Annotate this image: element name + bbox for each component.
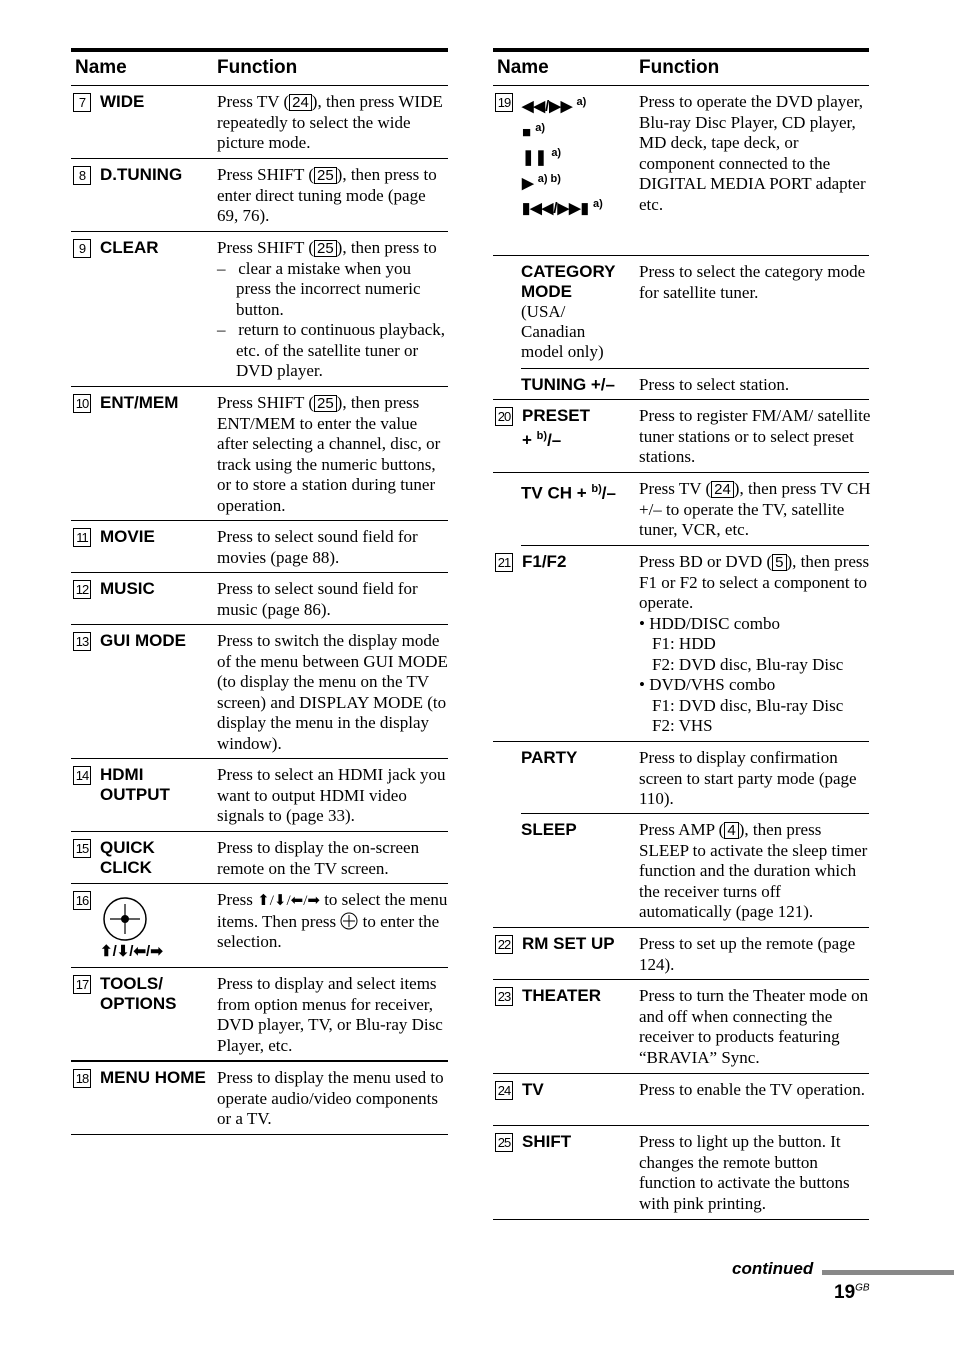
item-number: 12 (73, 580, 91, 599)
table-row-category-mode (521, 256, 869, 369)
table-row-rm-set-up (493, 928, 869, 980)
table-row-tv (493, 1074, 869, 1126)
item-name: TOOLS/ OPTIONS (100, 974, 177, 1013)
table-row-quick-click (71, 832, 448, 884)
item-function: Press to select an HDMI jack you want to output HDMI video signals to (page 33). (217, 765, 446, 825)
page-number: $19^{GB}$ (834, 1282, 870, 1303)
item-name: D.TUNING (100, 165, 183, 184)
item-function: Press to display the on-screen remote on the TV screen. (217, 838, 420, 878)
item-name: SLEEP (521, 820, 577, 839)
item-number: 13 (73, 632, 91, 651)
item-function: Press to enable the TV operation. (639, 1080, 865, 1099)
item-number: 22 (495, 935, 513, 954)
function-column-header: Function (639, 57, 720, 78)
item-name: MOVIE (100, 527, 155, 546)
item-number: 15 (73, 839, 91, 858)
item-name: HDMI OUTPUT (100, 765, 170, 804)
item-number: 24 (495, 1081, 513, 1100)
item-name: MENU HOME (100, 1068, 206, 1087)
item-number: 8 (73, 166, 91, 185)
table-row-party (521, 742, 869, 814)
item-number: 25 (495, 1133, 513, 1152)
item-number: 17 (73, 975, 91, 994)
table-row-f1f2 (493, 546, 869, 742)
item-number: 11 (73, 528, 91, 547)
item-function: Press to display confirmation screen to start party mode (page 110). (639, 748, 857, 808)
table-row-hdmi-output (71, 759, 448, 832)
item-function: Press to display and select items from option menus for receiver, DVD player, TV, or Blu-ray Disc Player, etc. (217, 974, 443, 1055)
item-function: Press AMP ( 4 ), then press SLEEP to activate the sleep timer function and the duration which the receiver turns off automatically (page 121). (639, 820, 868, 921)
item-number: 16 (73, 891, 91, 910)
enter-icon (340, 912, 358, 930)
arrow-icons: ⬆/⬇/⬅/➡ (257, 893, 320, 909)
item-function: Press to set up the remote (page 124). (639, 934, 856, 974)
item-name: TV CH + $^{b)}$/– (521, 483, 616, 503)
transport-buttons-label: ◀◀/▶▶ $^{a)}$ ■ $^{a)}$ ❚❚ $^{a)}$ ▶ $^{a) b)}$ ▮◀◀/▶▶▮ $^{a)}$ (522, 96, 603, 217)
item-number: 21 (495, 553, 513, 572)
item-number: 10 (73, 394, 91, 413)
table-row-music (71, 573, 448, 625)
item-number: 19 (495, 93, 513, 112)
item-name: TV (522, 1080, 544, 1099)
table-row-entmem (71, 387, 448, 521)
item-name: CLEAR (100, 238, 159, 257)
item-name: TUNING +/– (521, 375, 615, 394)
item-number: 23 (495, 987, 513, 1006)
enter-dpad-icon (102, 896, 148, 942)
table-row-wide (71, 86, 448, 159)
item-number: 7 (73, 93, 91, 112)
item-number: 14 (73, 766, 91, 785)
item-function: Press to register FM/AM/ satellite tuner stations or to select preset stations. (639, 406, 871, 466)
table-header (71, 48, 448, 86)
item-name: RM SET UP (522, 934, 615, 953)
table-row-navigation (71, 884, 448, 968)
table-row-dtuning (71, 159, 448, 232)
table-row-clear (71, 232, 448, 387)
item-function: Press to select station. (639, 375, 790, 394)
arrow-buttons-label: ⬆/⬇/⬅/➡ (100, 943, 163, 960)
function-column-header: Function (217, 57, 298, 78)
table-row-tv-ch (521, 473, 869, 546)
item-name: ENT/MEM (100, 393, 179, 412)
item-name: PRESET + $^{b)}$/– (522, 406, 591, 450)
table-row-preset (493, 400, 869, 473)
item-function: Press to display the menu used to operate audio/video components or a TV. (217, 1068, 444, 1128)
table-row-menu-home (71, 1062, 448, 1135)
table-row-tools-options (71, 968, 448, 1062)
item-number: 9 (73, 239, 91, 258)
dash-item: – clear a mistake when you press the incorrect numeric button. (217, 258, 421, 319)
table-row-theater (493, 980, 869, 1074)
name-column-header: Name (497, 57, 549, 78)
continued-bar (822, 1270, 954, 1275)
item-function: Press to select sound field for music (page 86). (217, 579, 418, 619)
name-column-header: Name (75, 57, 127, 78)
item-name: THEATER (522, 986, 602, 1005)
item-name: F1/F2 (522, 552, 567, 571)
item-name: WIDE (100, 92, 145, 111)
item-number: 18 (73, 1069, 91, 1088)
table-row-sleep (493, 814, 869, 928)
table-row-transport (493, 86, 869, 256)
item-function: Press TV ( 24 ), then press WIDE repeatedly to select the wide picture mode. (217, 92, 443, 152)
item-name: GUI MODE (100, 631, 186, 650)
table-header (493, 48, 869, 86)
item-function: Press to switch the display mode of the menu between GUI MODE (to display the menu on the TV screen) and DISPLAY MODE (to display the menu in the display window). (217, 631, 448, 753)
item-function: Press SHIFT ( 25 ), then press ENT/MEM to enter the value after selecting a channel, disc, or track using the numeric buttons, or to store a station during tuner operation. (217, 393, 441, 515)
continued-label: continued (732, 1259, 814, 1278)
item-name: QUICK CLICK (100, 838, 155, 877)
item-name: CATEGORY MODE (USA/ Canadian model only) (521, 262, 616, 361)
dash-item: – return to continuous playback, etc. of the satellite tuner or DVD player. (217, 320, 446, 380)
table-row-movie (71, 521, 448, 573)
item-function: Press to turn the Theater mode on and off when connecting the receiver to products featuring “BRAVIA” Sync. (639, 986, 869, 1067)
item-function: Press TV ( 24 ), then press TV CH +/– to operate the TV, satellite tuner, VCR, etc. (639, 479, 871, 539)
item-function: Press to light up the button. It changes the remote button function to activate the buttons with pink printing. (639, 1132, 850, 1213)
item-function: Press to select the category mode for satellite tuner. (639, 262, 866, 302)
item-function: Press ⬆/⬇/⬅/➡ to select the menu items. Then press to enter the selection. (217, 890, 448, 951)
table-row-gui-mode (71, 625, 448, 759)
item-function: Press to select sound field for movies (page 88). (217, 527, 418, 567)
item-number: 20 (495, 407, 513, 426)
item-name: SHIFT (522, 1132, 572, 1151)
item-function: Press SHIFT ( 25 ), then press to – clear a mistake when you press the incorrect numeric button. – return to continuous playback, etc. of the satellite tuner or DVD player. (217, 238, 449, 382)
item-function: Press BD or DVD ( 5 ), then press F1 or F2 to select a component to operate. • HDD/DISC combo F1: HDD F2: DVD disc, Blu-ray Disc • DVD/VHS combo F1: DVD disc, Blu-ray Disc F2: VHS (639, 552, 870, 735)
table-row-shift (493, 1126, 869, 1220)
item-function: Press to operate the DVD player, Blu-ray Disc Player, CD player, MD deck, tape deck, or component connected to the DIGITAL MEDIA PORT adapter etc. (639, 92, 866, 214)
item-name: MUSIC (100, 579, 155, 598)
left-table (71, 48, 448, 1135)
item-function: Press SHIFT ( 25 ), then press to enter direct tuning mode (page 69, 76). (217, 165, 437, 225)
item-name: PARTY (521, 748, 578, 767)
right-table (493, 48, 869, 1220)
table-row-tuning (493, 369, 869, 400)
